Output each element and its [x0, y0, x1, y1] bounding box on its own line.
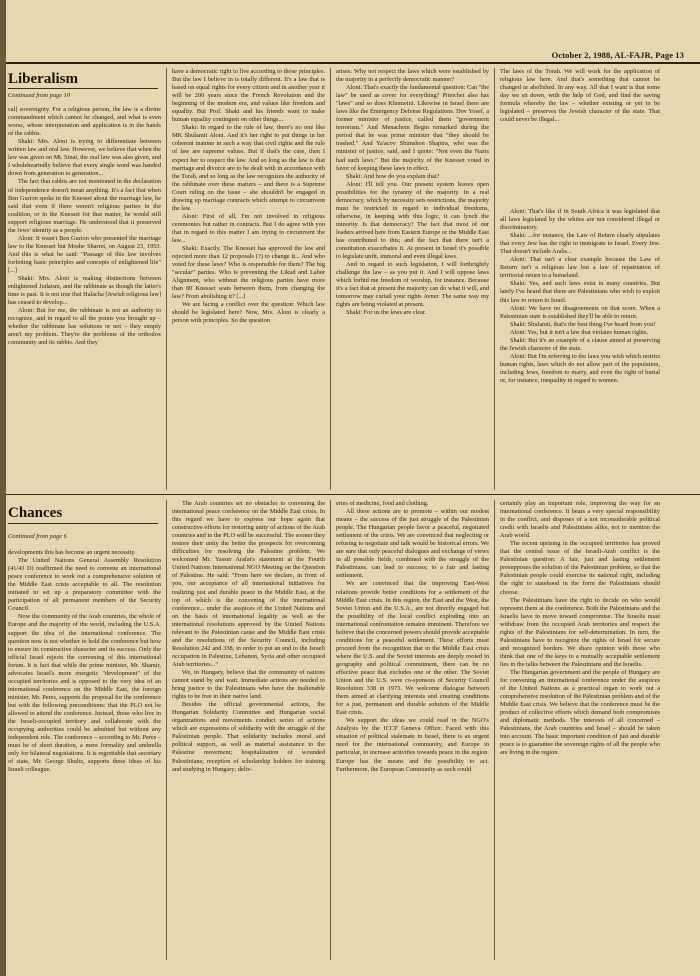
- liberalism-column-1: [8, 92, 161, 490]
- column-divider: [330, 68, 331, 490]
- liberalism-col2-p5: We are facing a conflict over the question: Which law should be legislated here? Now, Mrs. Aloni is clearly a person with principles. So the question: [172, 301, 325, 325]
- newspaper-page: [6, 0, 700, 976]
- chances-col2-p3: Besides the official governmental actions, the Hungarian Solidarity Committee and Hungarian social organizations and movements conduct series of actions which are expressions of solidarity with the struggle of the Palestinian people. That solidarity includes moral and political support, as well as material assistance to the Palestine movement; hospitalization of wounded Palestinians; reception of scholarship holders for training and studying in Hungary; deliv-: [172, 701, 325, 773]
- page-header: [6, 0, 700, 60]
- liberalism-col1-p4: Aloni: It wasn't Ben Gurion who presented the marriage law to the Knesset but Moshe Sharret, on August 23, 1953. And this is what he said: "Passage of this law involves forfeiting basic principles and concepts of enlightened life" [...]: [8, 234, 161, 274]
- chances-title-rule: [8, 523, 158, 524]
- liberalism-continued: Continued from page 10: [8, 92, 71, 99]
- liberalism-col1-p6: Aloni: But for me, the rabbinate is not an authority to recognize, and in regard to all the points you brought up – whether the rabbinate has solutions or not – they simply aren't my problem. They're the problems of the orthodox community and its rabbis. And they: [8, 307, 161, 347]
- chances-col3-p3: We are convinced that the improving East-West relations provide better conditions for a settlement of the Middle East crisis. In this region, the East and the West, the Soviet Union and the U.S.A., are not directly engaged but the possibility of the local conflict exploding into an international confrontation remains imminent. Therefore we believe that the concerned powers should provide acceptable conditions for a peaceful settlement. These efforts must proceed from the recognition that in the Middle East crisis where the U.S. and the Soviet interests are deeply rooted in geography and political commitment, there can be no effective peace that excludes one or the other. The Soviet Union and the U.S. were co-sponsors of Security Council Resolution 338 in 1973. We welcome dialogue between them aimed at clarifying interests and creating conditions for a just, permanent and durable solution of the Middle East crisis.: [336, 580, 489, 717]
- column-divider: [166, 68, 167, 490]
- chances-col2-p2: We, in Hungary, believe that the community of nations cannot stand by and wait. Immediate actions are needed to bring justice to the Palestinians who have the inalienable rights to be free in their native land.: [172, 668, 325, 701]
- liberalism-col1-p1: cal] sovereignty. For a religious person, the law is a divine commandment which cannot be changed, and what is even worse, whose interpretation and application is in the hands of the rabbis.: [8, 106, 161, 138]
- liberalism-col4b-p6: Shaki: Shulamit, that's the best thing I've heard from you!: [510, 320, 656, 328]
- liberalism-col1-p5: Shaki: Mrs. Aloni is making distinctions between enlightened Judaism, and the rabbinate as though the latter's time is past. It is not true that Halacha [Jewish religious law] has ceased to develop...: [8, 275, 161, 307]
- liberalism-col3-p5: And in regard to such legislation, I will forthrightly challenge the law – as you put it. And I will oppose laws which forbid me freedom of worship, for instance. Because it's a fact that at present the majority can do what it will, and tomorrow may curtail your rights Avner. The same way my rights are being violated at present.: [336, 261, 489, 309]
- liberalism-column-4-top: [500, 68, 660, 172]
- liberalism-col4b-p7: Aloni: Yes, but it isn't a law that violates human rights.: [510, 328, 649, 336]
- column-divider: [166, 500, 167, 960]
- chances-col1-p2: The United Nations General Assembly Resolution (41/43 D) reaffirmed the need to convene an international peace conference to work out a comprehensive solution of the Middle East crisis acceptable to all. The resolution initiated to set up a preparatory committee with the participation of all permanent members of the Security Council.: [8, 557, 161, 613]
- liberalism-col2-p3: Aloni: First of all, I'm not involved in religious ceremonies but rather in contracts. But I do agree with you that in regard to this matter I am trying to circumvent the law...: [172, 212, 325, 244]
- liberalism-col1-p3: The fact that rabbis are not mentioned in the declaration of independence doesn't mean anything. It's a fact that when Ben Gurion spoke in the Knesset about the marriage law, he said that even if there weren't religious parties in the coalition, or in the Knesset for that matter, he would still support religious marriage. He understood that it preserved the Jews' identity as a people.: [8, 178, 161, 234]
- liberalism-col4a-p1: The laws of the Torah. We will work for the application of religious law here. And that's something that cannot be changed or abolished. In any way. All that I want is that some day we sit down, with the help of God, and find the saving formula whereby the law – whether existing or yet to be legislated – preserves the Jewish character of the state. That could never be illegal...: [500, 68, 660, 124]
- section-separator: [6, 494, 700, 495]
- column-divider: [330, 500, 331, 960]
- chances-col3-p1: eries of medicine, food and clothing.: [336, 500, 429, 507]
- liberalism-col4b-p9: Aloni: But I'm referring to the laws you wish which restrict human rights, laws which do not allow part of the population, including Jews, freedom to marry, and even the right of burial or, for instance, inequality in regard to women.: [500, 352, 660, 384]
- liberalism-col3-p1: arises: Why not respect the laws which were established by the majority in a perfectly democratic manner?: [336, 68, 489, 84]
- chances-col4-p1: certainly play an important role, improving the way for an international conference. It bears a very special responsibility in the conflict, and disposes of a not inconsiderable political credit with Israelis and Palestinians alike, not to mention the Arab world.: [500, 500, 660, 540]
- liberalism-col4b-p4: Shaki: Yes, and such laws exist in many countries. But lately I've heard that there are Palestinians who wish to exploit this law to return to Israel.: [500, 280, 660, 304]
- liberalism-column-4-bottom: [500, 208, 660, 492]
- header-rule: [6, 62, 700, 64]
- liberalism-col4b-p3: Aloni: That isn't a clear example because the Law of Return isn't a religious law but a law of repatriation of territorial return to a homeland.: [500, 256, 660, 280]
- chances-col3-p2: All these actions are to promote – within our modest means – the success of the just struggle of the Palestinian people. The Hungarian people favor a peaceful, negotiated settlement of the crisis. We are convinced that neglecting or refusing to negotiate and talk would be historical errors. We are sure that only peaceful dialogues and exchange of views in all possible fields, combined with the struggle of the Palestinians, can lead to success; to a fair and lasting settlement.: [336, 508, 489, 580]
- column-divider: [494, 500, 495, 960]
- chances-col1-p3: Now the community of the Arab countries, the whole of Europe and the majority of the world, including the U.S.A. support the idea of the international conference. The question now is not whether to hold the conference but how to ensure its constructive character and its success. Only the official Israel rejects the convening of this international forum. It is fact that while the prime minister, Mr. Shamir, advocates Israel's more energetic "development" of the occupied territories and is opposed to the very idea of an international conference on the Middle East, the foreign minister, Mr. Peres, supports the proposal for the conference but with the following preconditions: that the PLO not be allowed to attend the conference. Instead, those who live in the Israeli-occupied territory and collaborate with the occupying authorities could be admitted but without any independent role. The conference – according to Mr. Peres – must be of short duration, a mere formality and umbrella only for bilateral negotiations. It is regrettable that secretary of state, Mr. George Shultz, supports these ideas of his Israeli colleague.: [8, 613, 161, 774]
- liberalism-col3-p3: Shaki: And how do you explain that?: [346, 172, 440, 180]
- chances-col1-p1: developments this has become an urgent necessity.: [8, 549, 136, 557]
- liberalism-col3-p4: Aloni: I'll tell you. Our present system leaves open possibilities for the tyranny of the majority. In a real democracy, which by necessity sets restrictions, the majority must be restricted in regard to individual freedoms, otherwise, in keeping with this logic, it can lynch the minority. Is that democracy? The fact that most of our leaders arrived here from Eastern Europe or the Middle East has contributed to this; and the fact that there isn't a constitution exacerbates it. At present in Israel it's possible to legislate unfit, immoral and even illegal laws.: [336, 180, 489, 261]
- chances-title: Chances: [8, 505, 63, 521]
- liberalism-col4b-p2: Shaki: ...for instance, the Law of Return clearly stipulates that every Jew has the right to immigrate to Israel. Every Jew. That doesn't include Arabs...: [500, 232, 660, 256]
- page-header-text: October 2, 1988, AL-FAJR, Page 13: [551, 50, 684, 60]
- liberalism-title: Liberalism: [8, 71, 78, 87]
- liberalism-column-3: [336, 68, 489, 492]
- chances-col4-p3: The Palestinians have the right to decide on who would represent them at the conference. Both the Palestinians and the Israelis have to move toward compromise. The Israelis must withdraw from the occupied Arab territories and respect the rights of the Palestinians for self-determination. In turn, the Palestinians have to recognize the rights of Israel for secure and recognized borders. We share opinion with those who think that one of the keys to a mutually acceptable settlement lies in the talks between the Palestinians and the Israelis.: [500, 596, 660, 668]
- liberalism-title-rule: [8, 88, 158, 89]
- liberalism-col2-p1: have a democratic right to live according to those principles. But the law I believe in is totally different. It's a law that is based on equal rights for every citizen and in another year it will be 200 years since the French Revolution and the beginning of the modern era, and values like freedom and equality. But Prof. Shaki and his friends want to make human equality contingent on other things...: [172, 68, 325, 124]
- chances-column-3: [336, 500, 489, 962]
- chances-continued: Continued from page 6: [8, 533, 67, 540]
- liberalism-col4b-p1: Aloni: That's like if in South Africa it was legislated that all laws legislated by the whites are not considered illegal or discriminatory.: [500, 208, 660, 232]
- liberalism-col2-p4: Shaki: Exactly. The Knesset has approved the law and rejected more than 12 proposals (?) to change it... And who voted for these laws? Who is responsible for them? The big "secular" parties. Who is preventing the Likud and Labor Alignment, who without the religious parties have more than 80 Knesset seats between them, from changing the law? From abolishing it? [...]: [172, 245, 325, 301]
- liberalism-col1-p2: Shaki: Mrs. Aloni is trying to differentiate between written law and oral law. However, we believe that when the law was given on Mt. Sinai, the oral law was also given, and I wholeheartedly believe that every single word was handed down from generation to generation...: [8, 138, 161, 178]
- liberalism-col4b-p8: Shaki: But it's an example of a clause aimed at preserving the Jewish character of the state.: [500, 336, 660, 352]
- liberalism-col3-p2: Aloni: That's exactly the fundamental question: Can "the law" be used as cover for everything? Pinochet also has "laws" and so does Khomeini. Likewise in Israel there are laws like the Emergency Defense Regulations. Dov Yosef, a former minister of justice, called them "government terrorism." And Menachem Begin remarked during the period that he was prime minister that "they should be trashed." And Ya'acov Shimshon Shapira, who was the minister of justice, said, and I quote: "Not even the Nazis had such laws." But the majority of the Knesset voted in favor of keeping these laws in effect.: [336, 84, 489, 172]
- chances-col2-p1: The Arab countries set no obstacles to convening the international peace conference on the Middle East crisis. In this regard we have to express our hope again that constructive efforts for restoring unity of actions of the Arab countries and in the PLO will be successful. The sooner they restore their unity the better the prospects for overcoming difficulties for resolving the Palestine problem. We welcomed Mr. Yasser Arafat's statement at the Fourth United Nations International NGO Meeting on the Question of Palestine. He said: "From here we declare, in front of you, our acceptance of all international initiatives for realizing just and durable peace in the Middle East, at the top of which is the convening of the international conference... under the auspices of the United Nations and on the basis of international legality as well as the international resolutions approved by the United Nations relevant to the Palestinian cause and the Middle East crisis and the resolutions of the Security Council, including Resolution 242 and 338, in order to put an end to the Israeli occupation in Palestine, Lebanon, Syria and other occupied Arab territories...": [172, 500, 325, 668]
- chances-column-2: [172, 500, 325, 962]
- column-divider: [494, 68, 495, 490]
- chances-col3-p4: We support the ideas we could read in the NGO's Analysis by the ICCP Geneva Office: Faced with this situation of political stalemate in Israel, there is an urgent need for the international community, and Europe in particular, to increase activities towards peace in the region. Europe has the means and the possibility to act. Furthermore, the European Community as such could: [336, 717, 489, 773]
- chances-col4-p4: The Hungarian government and the people of Hungary are for convening an international conference under the auspices of the United Nations as a practical organ to work out a comprehensive resolution of the Palestinian problem and of the Middle East crisis. We believe that the conference must be the product of collective efforts which demand both compromises and diplomatic methods. The interests of all concerned – Palestinians, the Arab countries and Israel – should be taken into account. The basic important condition of just and durable peace is to guarantee the sovereign rights of all the people who are living in the region.: [500, 668, 660, 757]
- liberalism-column-2: [172, 68, 325, 492]
- liberalism-col2-p2: Shaki: In regard to the rule of law, there's no one like MK Shulamit Aloni. And it's her right to put things in her coherent manner in such a way that civil rights and the rule of law are supreme values. But if that's the case, then I expect her to respect the law. And so long as the law is that marriage and divorce are to be dealt with in accordance with the Torah, and so long as the law recognizes the authority of the rabbinate over these matters – and there is a Supreme Court ruling on the issue – she shouldn't be engaged in drawing up marriage contracts which attempt to circumvent the law.: [172, 124, 325, 212]
- chances-col4-p2: The recent uprising in the occupied territories has proved that the central issue of the Israeli-Arab conflict is the Palestinian question. A fair, just and lasting settlement presupposes the solution of the Palestinian problem, so that the Palestinian people could exercise its national right, including the right to statehood in the form the Palestinians should choose.: [500, 540, 660, 596]
- chances-column-1: [8, 533, 161, 959]
- liberalism-col4b-p5: Aloni: We have no disagreements on that score. When a Palestinian state is established they'll be able to return.: [500, 304, 660, 320]
- chances-column-4: [500, 500, 660, 962]
- liberalism-col3-p6: Shaki: For us the laws are clear.: [346, 309, 427, 317]
